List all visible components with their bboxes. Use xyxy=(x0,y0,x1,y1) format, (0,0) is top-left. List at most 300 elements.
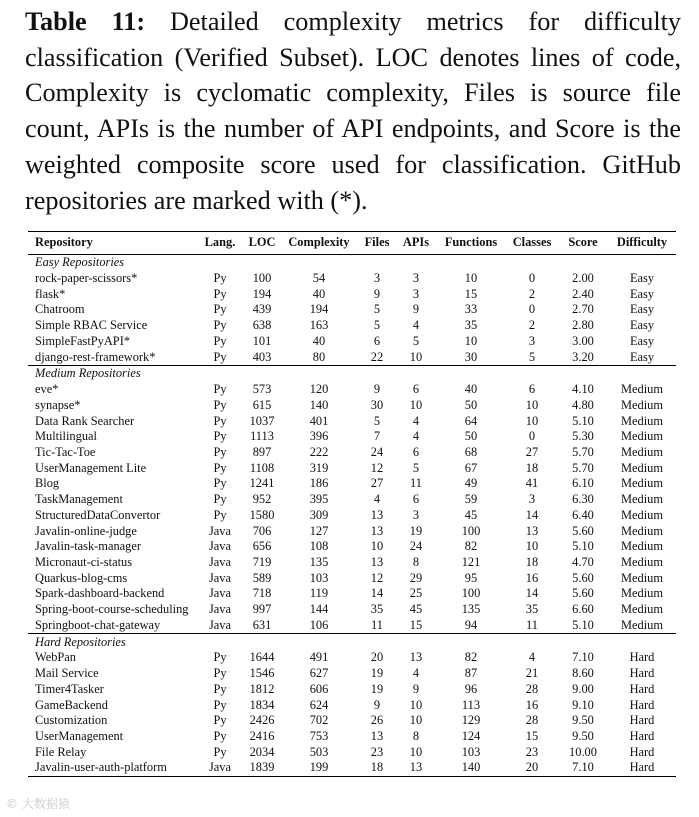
table-cell: 9 xyxy=(373,286,381,301)
table-cell: 3 xyxy=(412,286,420,301)
table-cell: Medium xyxy=(621,476,663,491)
table-cell: Medium xyxy=(621,554,663,569)
table-row xyxy=(28,398,676,414)
table-cell: 2 xyxy=(528,286,536,301)
table-cell: 4.10 xyxy=(572,382,594,397)
table-cell: 14 xyxy=(370,586,384,601)
section-group xyxy=(28,255,676,366)
table-row xyxy=(28,539,676,555)
table-cell: 82 xyxy=(464,650,478,665)
table-cell: 80 xyxy=(312,349,326,364)
table-cell: 94 xyxy=(464,617,478,632)
table-cell: 2034 xyxy=(249,744,275,759)
table-cell: 16 xyxy=(525,570,539,585)
table-row xyxy=(28,334,676,350)
table-cell: 4 xyxy=(412,429,420,444)
table-cell: 309 xyxy=(309,507,329,522)
table-cell: 100 xyxy=(461,523,481,538)
table-cell: Java xyxy=(208,602,232,617)
column-header: Complexity xyxy=(288,235,350,250)
table-cell: Easy xyxy=(629,271,655,285)
table-cell: Medium xyxy=(621,460,663,475)
table-cell: 18 xyxy=(370,760,384,775)
section-title: Easy Repositories xyxy=(35,255,125,270)
table-cell: 40 xyxy=(312,333,326,348)
repository-name: django-rest-framework* xyxy=(35,349,156,364)
table-cell: Medium xyxy=(621,429,663,444)
table-row xyxy=(28,524,676,540)
table-cell: 199 xyxy=(309,760,329,775)
table-cell: 5.60 xyxy=(572,570,594,585)
repository-name: StructuredDataConvertor xyxy=(35,507,161,522)
table-cell: 10 xyxy=(409,397,423,412)
table-cell: Hard xyxy=(629,713,655,728)
table-cell: 11 xyxy=(526,617,538,632)
table-cell: 140 xyxy=(461,760,481,775)
table-cell: 5.70 xyxy=(572,445,594,460)
table-cell: 1241 xyxy=(249,476,275,491)
table-cell: 753 xyxy=(309,728,329,743)
table-row xyxy=(28,382,676,398)
table-cell: 5.60 xyxy=(572,586,594,601)
table-cell: 631 xyxy=(252,617,272,632)
table-cell: 5 xyxy=(412,333,420,348)
table-cell: 14 xyxy=(525,507,539,522)
column-header: Score xyxy=(568,235,598,250)
table-cell: Java xyxy=(208,617,232,632)
repository-name: eve* xyxy=(35,382,59,397)
table-cell: Py xyxy=(213,333,227,348)
table-cell: 2416 xyxy=(249,728,275,743)
table-cell: 22 xyxy=(370,349,384,364)
table-cell: 7.10 xyxy=(572,650,594,665)
table-cell: 6 xyxy=(528,382,536,397)
table-cell: Py xyxy=(213,666,227,681)
table-cell: 9.10 xyxy=(572,697,594,712)
table-cell: Py xyxy=(213,460,227,475)
table-row xyxy=(28,414,676,430)
column-header: Lang. xyxy=(204,235,236,250)
table-cell: 2 xyxy=(528,318,536,333)
table-cell: 140 xyxy=(309,397,329,412)
table-cell: Py xyxy=(213,445,227,460)
repository-name: Spring-boot-course-scheduling xyxy=(35,602,189,617)
repository-name: UserManagement xyxy=(35,728,124,743)
repository-name: Blog xyxy=(35,476,60,491)
table-cell: Medium xyxy=(621,586,663,601)
table-cell: Medium xyxy=(621,397,663,412)
repository-name: Timer4Tasker xyxy=(35,681,104,696)
table-cell: 5 xyxy=(373,318,381,333)
section-title-row xyxy=(28,366,676,383)
table-cell: 15 xyxy=(409,617,423,632)
table-cell: Py xyxy=(213,744,227,759)
table-cell: 14 xyxy=(525,586,539,601)
table-cell: Py xyxy=(213,271,227,285)
table-cell: 706 xyxy=(252,523,272,538)
table-row xyxy=(28,698,676,714)
table-cell: 54 xyxy=(312,271,326,285)
section-group xyxy=(28,634,676,777)
section-title-row xyxy=(28,255,676,272)
table-cell: Medium xyxy=(621,570,663,585)
table-cell: Medium xyxy=(621,492,663,507)
table-cell: 2.40 xyxy=(572,286,594,301)
table-cell: 10 xyxy=(464,271,478,285)
table-cell: Java xyxy=(208,586,232,601)
repository-name: Springboot-chat-gateway xyxy=(35,617,161,632)
table-cell: Java xyxy=(208,760,232,775)
table-cell: 13 xyxy=(525,523,539,538)
table-cell: 129 xyxy=(461,713,481,728)
section-group xyxy=(28,366,676,634)
table-cell: 26 xyxy=(370,713,384,728)
table-cell: Medium xyxy=(621,539,663,554)
table-cell: 67 xyxy=(464,460,478,475)
table-cell: 20 xyxy=(370,650,384,665)
table-cell: 19 xyxy=(409,523,423,538)
table-cell: 10 xyxy=(409,744,423,759)
repository-name: flask* xyxy=(35,286,66,301)
table-cell: 10 xyxy=(409,713,423,728)
table-cell: 491 xyxy=(309,650,329,665)
table-cell: 319 xyxy=(309,460,329,475)
table-cell: 503 xyxy=(309,744,329,759)
table-cell: 8 xyxy=(412,554,420,569)
repository-name: UserManagement Lite xyxy=(35,460,147,475)
table-cell: Hard xyxy=(629,697,655,712)
table-cell: 23 xyxy=(370,744,384,759)
table-cell: 18 xyxy=(525,460,539,475)
table-cell: 2426 xyxy=(249,713,275,728)
repository-name: rock-paper-scissors* xyxy=(35,271,138,285)
table-cell: 12 xyxy=(370,460,384,475)
repository-name: synapse* xyxy=(35,397,81,412)
table-row xyxy=(28,745,676,761)
table-cell: 103 xyxy=(461,744,481,759)
repository-name: WebPan xyxy=(35,650,76,665)
table-cell: 10 xyxy=(525,413,539,428)
table-cell: 396 xyxy=(309,429,329,444)
table-cell: 10 xyxy=(525,539,539,554)
table-cell: 5 xyxy=(373,413,381,428)
table-cell: 6.10 xyxy=(572,476,594,491)
table-cell: 1834 xyxy=(249,697,275,712)
table-cell: 6 xyxy=(373,333,381,348)
table-cell: 106 xyxy=(309,617,329,632)
section-title: Medium Repositories xyxy=(35,366,141,381)
table-cell: 4 xyxy=(528,650,536,665)
table-cell: 2.70 xyxy=(572,302,594,317)
table-row xyxy=(28,618,676,634)
table-cell: Java xyxy=(208,570,232,585)
table-cell: 5.60 xyxy=(572,523,594,538)
section-title: Hard Repositories xyxy=(35,634,126,649)
table-cell: 6 xyxy=(412,382,420,397)
table-cell: Py xyxy=(213,713,227,728)
table-cell: 4.80 xyxy=(572,397,594,412)
repository-name: Chatroom xyxy=(35,302,85,317)
table-cell: 589 xyxy=(252,570,272,585)
column-header: Difficulty xyxy=(616,235,668,250)
table-cell: 120 xyxy=(309,382,329,397)
table-cell: 194 xyxy=(252,286,272,301)
table-cell: 33 xyxy=(464,302,478,317)
table-row xyxy=(28,602,676,618)
repository-name: Mail Service xyxy=(35,666,99,681)
table-cell: 18 xyxy=(525,554,539,569)
table-row xyxy=(28,586,676,602)
table-cell: 4 xyxy=(412,666,420,681)
table-cell: 121 xyxy=(461,554,481,569)
table-cell: 1113 xyxy=(250,429,274,444)
table-cell: 2.00 xyxy=(572,271,594,285)
table-cell: 3.00 xyxy=(572,333,594,348)
table-cell: 13 xyxy=(370,523,384,538)
table-cell: Medium xyxy=(621,445,663,460)
table-cell: 113 xyxy=(461,697,481,712)
table-cell: 30 xyxy=(370,397,384,412)
table-cell: Py xyxy=(213,318,227,333)
table-cell: Py xyxy=(213,507,227,522)
section-title-row xyxy=(28,634,676,651)
table-cell: Py xyxy=(213,429,227,444)
column-header: APIs xyxy=(402,235,430,250)
table-cell: 5.10 xyxy=(572,539,594,554)
table-cell: 28 xyxy=(525,681,539,696)
table-row xyxy=(28,729,676,745)
table-cell: 45 xyxy=(464,507,478,522)
table-cell: 9.50 xyxy=(572,728,594,743)
table-cell: 30 xyxy=(464,349,478,364)
table-cell: 4.70 xyxy=(572,554,594,569)
table-row xyxy=(28,492,676,508)
repository-name: SimpleFastPyAPI* xyxy=(35,333,131,348)
table-cell: 24 xyxy=(409,539,423,554)
table-cell: 35 xyxy=(370,602,384,617)
table-row xyxy=(28,713,676,729)
repository-name: Spark-dashboard-backend xyxy=(35,586,165,601)
table-cell: Py xyxy=(213,302,227,317)
table-cell: 49 xyxy=(464,476,478,491)
repository-name: Customization xyxy=(35,713,108,728)
caption-label: Table 11: xyxy=(25,7,146,36)
table-cell: 186 xyxy=(309,476,329,491)
table-row xyxy=(28,760,676,776)
table-cell: 702 xyxy=(309,713,329,728)
caption-text: Detailed complexity metrics for difficulty classification (Verified Subset). LOC denotes lines of code, Complexity is cyclomatic complexity, Files is source file count, APIs is the number of API endpoints, and Score is the weighted composite score used for classification. GitHub repositories are marked with (*). xyxy=(25,7,681,215)
table-cell: Py xyxy=(213,397,227,412)
table-row xyxy=(28,476,676,492)
table-cell: 9 xyxy=(412,302,420,317)
table-cell: 10 xyxy=(409,349,423,364)
table-row xyxy=(28,287,676,303)
table-cell: Hard xyxy=(629,744,655,759)
table-cell: 6.30 xyxy=(572,492,594,507)
table-row xyxy=(28,650,676,666)
table-cell: 5 xyxy=(373,302,381,317)
header-row xyxy=(28,232,676,255)
table-cell: 45 xyxy=(409,602,423,617)
repository-name: Multilingual xyxy=(35,429,97,444)
table-cell: 19 xyxy=(370,681,384,696)
table-cell: 5.10 xyxy=(572,617,594,632)
column-header: Repository xyxy=(35,235,93,250)
table-cell: 13 xyxy=(370,507,384,522)
table-cell: 10 xyxy=(409,697,423,712)
table-caption xyxy=(25,4,681,218)
table-cell: 27 xyxy=(525,445,539,460)
table-cell: 13 xyxy=(409,650,423,665)
table-cell: 28 xyxy=(525,713,539,728)
column-header: Functions xyxy=(444,235,498,250)
table-cell: Easy xyxy=(629,302,655,317)
table-cell: 64 xyxy=(464,413,478,428)
table-cell: 9 xyxy=(373,382,381,397)
table-cell: 59 xyxy=(464,492,478,507)
table-cell: Hard xyxy=(629,666,655,681)
repository-name: Simple RBAC Service xyxy=(35,318,148,333)
table-cell: Py xyxy=(213,286,227,301)
table-cell: 395 xyxy=(309,492,329,507)
table-cell: Hard xyxy=(629,650,655,665)
table-cell: 3 xyxy=(528,333,536,348)
table-cell: 5 xyxy=(412,460,420,475)
table-cell: 95 xyxy=(464,570,478,585)
table-cell: Py xyxy=(213,349,227,364)
table-cell: 50 xyxy=(464,429,478,444)
table-cell: 10 xyxy=(525,397,539,412)
table-cell: 952 xyxy=(252,492,272,507)
table-cell: 1580 xyxy=(249,507,275,522)
table-cell: 5 xyxy=(528,349,536,364)
table-cell: Easy xyxy=(629,349,655,364)
table-cell: 15 xyxy=(525,728,539,743)
repository-name: Javalin-online-judge xyxy=(35,523,137,538)
table-cell: Easy xyxy=(629,333,655,348)
table-cell: 19 xyxy=(370,666,384,681)
repository-name: Tic-Tac-Toe xyxy=(35,445,96,460)
table-cell: 3.20 xyxy=(572,349,594,364)
table-row xyxy=(28,445,676,461)
table-cell: 624 xyxy=(309,697,329,712)
table-cell: 1644 xyxy=(249,650,275,665)
table-row xyxy=(28,271,676,287)
table-cell: 3 xyxy=(373,271,381,285)
table-cell: 0 xyxy=(528,271,536,285)
table-cell: 10.00 xyxy=(569,744,597,759)
table-cell: Py xyxy=(213,681,227,696)
repository-name: Data Rank Searcher xyxy=(35,413,135,428)
table-cell: 1812 xyxy=(249,681,275,696)
table-cell: 0 xyxy=(528,302,536,317)
table-cell: 656 xyxy=(252,539,272,554)
table-cell: 9.50 xyxy=(572,713,594,728)
table-cell: 21 xyxy=(525,666,539,681)
table-cell: 29 xyxy=(409,570,423,585)
table-cell: 135 xyxy=(309,554,329,569)
table-cell: 124 xyxy=(461,728,481,743)
table-cell: Medium xyxy=(621,602,663,617)
table-cell: Medium xyxy=(621,617,663,632)
table-cell: 615 xyxy=(252,397,272,412)
table-row xyxy=(28,666,676,682)
column-header: Files xyxy=(364,235,390,250)
table-cell: 6 xyxy=(412,492,420,507)
table-cell: 25 xyxy=(409,586,423,601)
table-cell: 41 xyxy=(525,476,539,491)
table-row xyxy=(28,350,676,366)
repository-name: GameBackend xyxy=(35,697,108,712)
table-cell: 4 xyxy=(373,492,381,507)
table-cell: 573 xyxy=(252,382,272,397)
table-cell: Medium xyxy=(621,382,663,397)
table-cell: 20 xyxy=(525,760,539,775)
table-cell: Py xyxy=(213,413,227,428)
table-cell: 403 xyxy=(252,349,272,364)
repository-name: TaskManagement xyxy=(35,492,123,507)
table-row xyxy=(28,461,676,477)
table-cell: 135 xyxy=(461,602,481,617)
column-header: LOC xyxy=(248,235,276,250)
table-cell: 2.80 xyxy=(572,318,594,333)
table-cell: 13 xyxy=(370,728,384,743)
table-cell: 7.10 xyxy=(572,760,594,775)
repository-name: Javalin-user-auth-platform xyxy=(35,760,167,775)
table-cell: 10 xyxy=(370,539,384,554)
table-cell: 9.00 xyxy=(572,681,594,696)
table-cell: 119 xyxy=(309,586,329,601)
table-cell: 144 xyxy=(309,602,329,617)
table-cell: 997 xyxy=(252,602,272,617)
table-cell: 16 xyxy=(525,697,539,712)
table-cell: 163 xyxy=(309,318,329,333)
table-cell: Py xyxy=(213,697,227,712)
table-cell: Java xyxy=(208,523,232,538)
table-cell: Py xyxy=(213,650,227,665)
table-cell: Py xyxy=(213,476,227,491)
table-cell: Medium xyxy=(621,523,663,538)
table-cell: 0 xyxy=(528,429,536,444)
table-cell: Easy xyxy=(629,318,655,333)
table-cell: Java xyxy=(208,554,232,569)
table-cell: 6.40 xyxy=(572,507,594,522)
table-row xyxy=(28,429,676,445)
table-row xyxy=(28,302,676,318)
table-cell: 4 xyxy=(412,318,420,333)
repository-name: Quarkus-blog-cms xyxy=(35,570,128,585)
table-cell: 50 xyxy=(464,397,478,412)
column-header: Classes xyxy=(512,235,552,250)
table-cell: 35 xyxy=(525,602,539,617)
table-cell: 10 xyxy=(464,333,478,348)
table-cell: 82 xyxy=(464,539,478,554)
table-cell: 5.30 xyxy=(572,429,594,444)
table-cell: 5.10 xyxy=(572,413,594,428)
table-cell: 24 xyxy=(370,445,384,460)
table-cell: 13 xyxy=(370,554,384,569)
table-cell: 3 xyxy=(412,507,420,522)
table-cell: 6 xyxy=(412,445,420,460)
table-cell: 127 xyxy=(309,523,329,538)
complexity-table xyxy=(28,231,676,777)
table-cell: Hard xyxy=(629,760,655,775)
table-cell: Hard xyxy=(629,728,655,743)
table-row xyxy=(28,571,676,587)
table-cell: Java xyxy=(208,539,232,554)
table-cell: 3 xyxy=(528,492,536,507)
table-cell: 68 xyxy=(464,445,478,460)
